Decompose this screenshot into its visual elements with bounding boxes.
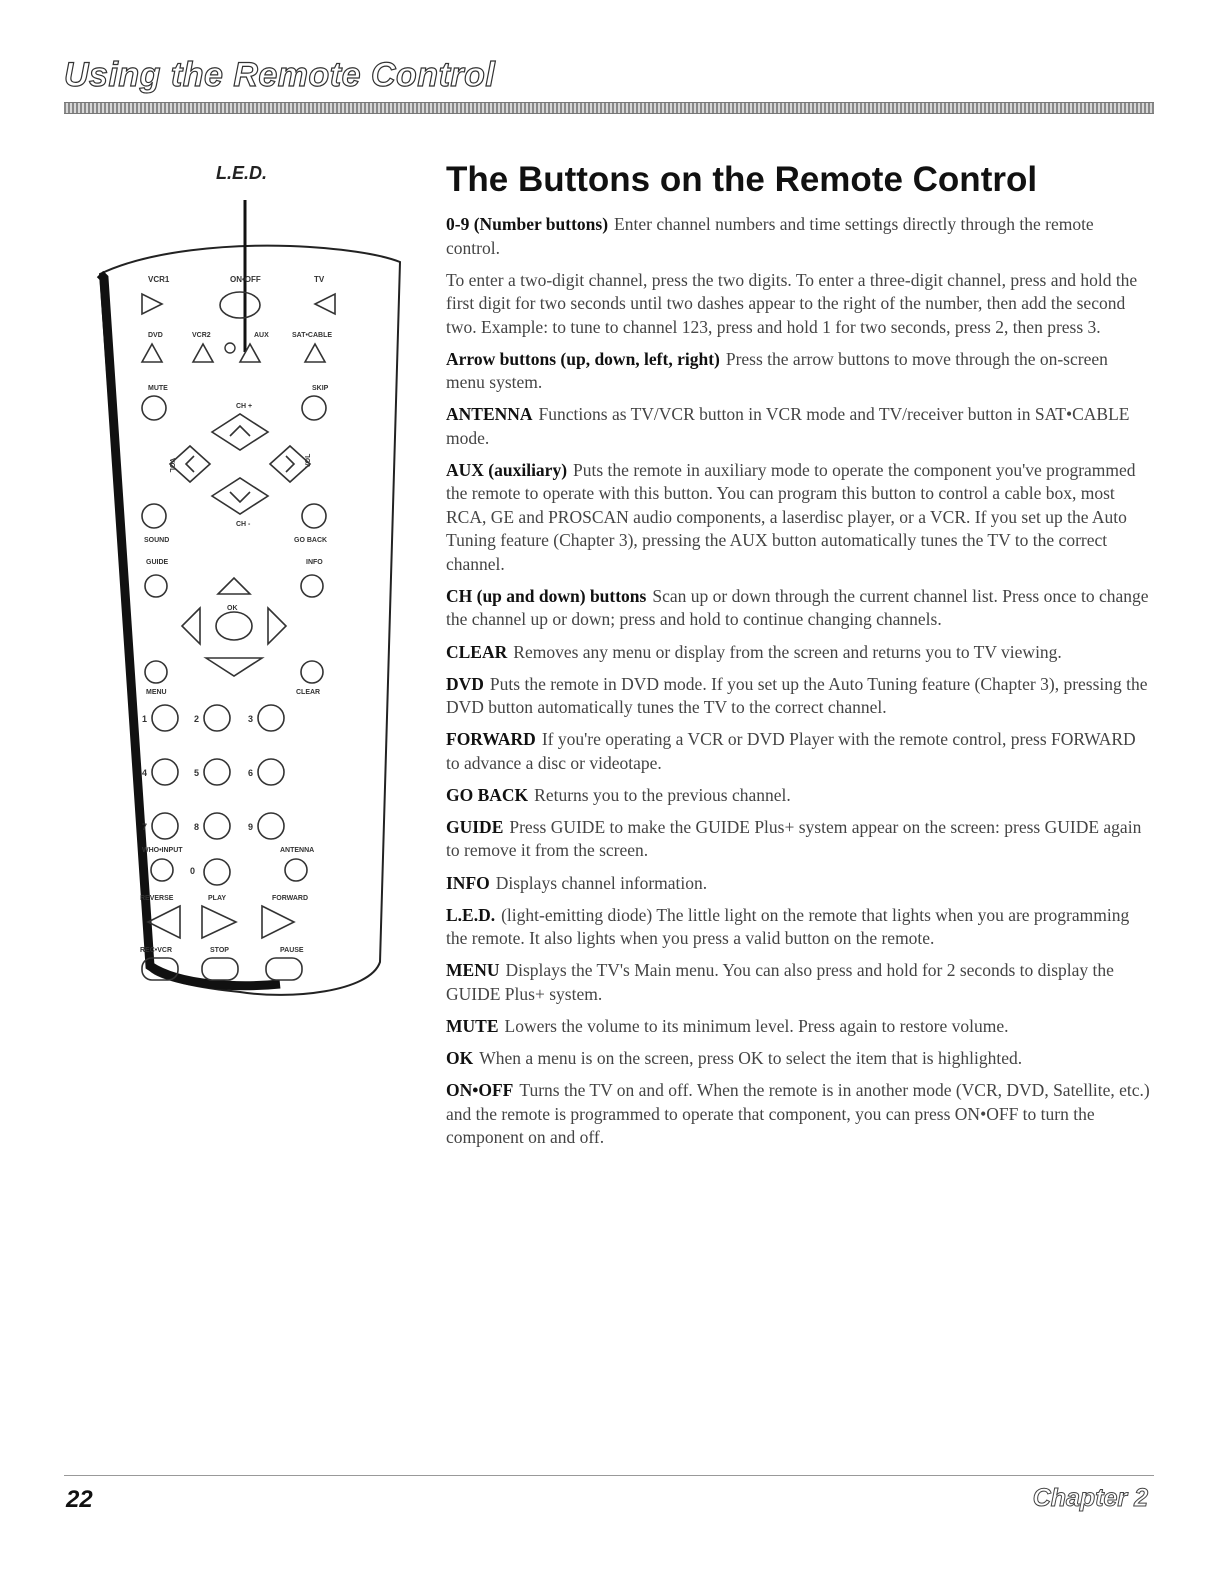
entry-text: Turns the TV on and off. When the remote is in another mode (VCR, DVD, Satellite, etc.) and the remote is programmed to operate that component, you can press ON•OFF to turn the component on and off. (446, 1080, 1150, 1147)
label-8: 8 (194, 822, 200, 832)
label-aux: AUX (254, 332, 269, 339)
label-ch-minus: CH - (236, 521, 251, 528)
label-on-off: ON•OFF (230, 275, 261, 284)
entry-text: Scan up or down through the current channel list. Press once to change the channel up or down; press and hold to continue changing channels. (446, 585, 1149, 630)
label-who-input: WHO•INPUT (142, 847, 183, 854)
label-rec-vcr: REC•VCR (140, 947, 173, 954)
section-title: The Buttons on the Remote Control (446, 160, 1038, 199)
label-vcr1: VCR1 (148, 275, 170, 284)
entry-term: GO BACK (446, 784, 529, 805)
entry-paragraph (446, 1047, 1151, 1071)
entry-term: 0-9 (Number buttons) (446, 214, 609, 234)
label-mute: MUTE (148, 385, 168, 392)
button-descriptions (446, 213, 1151, 1158)
label-7: 7 (142, 822, 148, 832)
label-vol-left: VOL (168, 458, 175, 473)
entry-paragraph (446, 1015, 1151, 1039)
label-9: 9 (248, 822, 254, 832)
entry-text: Displays the TV's Main menu. You can also press and hold for 2 seconds to display the GUIDE Plus+ system. (446, 960, 1114, 1004)
entry-paragraph (446, 459, 1151, 577)
entry-term: OK (446, 1047, 474, 1068)
entry-paragraph (446, 872, 1151, 896)
label-0: 0 (190, 866, 196, 876)
entry-paragraph (446, 1079, 1151, 1150)
entry-text: (light-emitting diode) The little light on the remote that lights when you are programming the remote. It also lights when you press a valid button on the remote. (446, 904, 1130, 949)
entry-text: Enter channel numbers and time settings directly through the remote control. (446, 214, 1094, 258)
label-clear: CLEAR (296, 689, 321, 696)
header-title: Using the Remote Control (64, 56, 496, 94)
entry-term: ON•OFF (446, 1080, 514, 1100)
entry-term: CLEAR (446, 641, 508, 662)
label-5: 5 (194, 768, 200, 778)
entry-paragraph (446, 585, 1151, 632)
label-play: PLAY (208, 895, 227, 902)
label-guide: GUIDE (146, 559, 169, 566)
entry-text: Puts the remote in DVD mode. If you set up the Auto Tuning feature (Chapter 3), pressing the DVD button automatically tunes the TV to the correct channel. (446, 673, 1148, 718)
chapter-label: Chapter 2 (1032, 1484, 1148, 1512)
label-1: 1 (142, 714, 148, 724)
label-stop: STOP (210, 947, 229, 954)
entry-paragraph (446, 728, 1151, 775)
entry-term: L.E.D. (446, 904, 496, 925)
entry-term: GUIDE (446, 816, 504, 837)
entry-paragraph (446, 959, 1151, 1006)
entry-text: To enter a two-digit channel, press the two digits. To enter a three-digit channel, press and hold the first digit for two seconds until two dashes appear to the right of the number, then add the second two. Example: to tune to channel 123, press and hold 1 for two seconds, press 2, then press 3. (446, 269, 1138, 337)
remote-control-illustration (90, 162, 410, 1002)
entry-text: Lowers the volume to its minimum level. Press again to restore volume. (504, 1015, 1009, 1036)
label-6: 6 (248, 768, 254, 778)
footer-rule (64, 1475, 1154, 1476)
entry-paragraph (446, 269, 1151, 340)
entry-term: INFO (446, 872, 490, 893)
entry-paragraph (446, 213, 1151, 260)
label-2: 2 (194, 714, 200, 724)
entry-paragraph (446, 348, 1151, 395)
entry-text: Puts the remote in auxiliary mode to operate the component you've programmed the remote to operate with this button. You can program this button to control a cable box, most RCA, GE and PROSCAN audio components, a laserdisc player, or a VCR. If you set up the Auto Tuning feature (Chapter 3), pressing the AUX button automatically tunes the TV to the correct channel. (446, 459, 1136, 574)
label-3: 3 (248, 714, 254, 724)
label-go-back: GO BACK (294, 537, 328, 544)
label-vcr2: VCR2 (192, 332, 211, 339)
entry-paragraph (446, 816, 1151, 863)
page-number: 22 (66, 1486, 93, 1513)
entry-text: Press the arrow buttons to move through the on-screen menu system. (446, 348, 1108, 393)
label-dvd: DVD (148, 332, 163, 339)
entry-term: MENU (446, 960, 500, 981)
entry-text: Press GUIDE to make the GUIDE Plus+ system appear on the screen: press GUIDE again to remove it from the screen. (446, 816, 1142, 861)
label-vol-right: VOL (305, 453, 312, 468)
label-sound: SOUND (144, 537, 170, 544)
label-antenna: ANTENNA (280, 847, 315, 854)
entry-text: When a menu is on the screen, press OK to select the item that is highlighted. (479, 1047, 1023, 1068)
entry-text: Removes any menu or display from the screen and returns you to TV viewing. (513, 641, 1062, 662)
label-ok: OK (227, 605, 238, 612)
entry-text: Returns you to the previous channel. (534, 784, 791, 805)
entry-paragraph (446, 784, 1151, 808)
entry-text: If you're operating a VCR or DVD Player with the remote control, press FORWARD to advance a disc or videotape. (446, 729, 1136, 773)
label-reverse: REVERSE (140, 895, 174, 902)
entry-term: FORWARD (446, 729, 536, 750)
label-4: 4 (142, 768, 148, 778)
led-label: L.E.D. (216, 163, 268, 183)
entry-text: Functions as TV/VCR button in VCR mode and TV/receiver button in SAT•CABLE mode. (446, 404, 1130, 448)
entry-text: Displays channel information. (495, 872, 708, 893)
label-tv: TV (314, 275, 325, 284)
label-pause: PAUSE (280, 947, 304, 954)
label-info: INFO (306, 559, 323, 566)
entry-term: ANTENNA (446, 404, 533, 425)
entry-term: CH (up and down) buttons (446, 585, 647, 606)
header-rule (64, 102, 1154, 114)
entry-term: MUTE (446, 1015, 499, 1036)
label-ch-plus: CH + (236, 403, 253, 410)
label-skip: SKIP (312, 385, 329, 392)
entry-paragraph (446, 641, 1151, 665)
entry-paragraph (446, 673, 1151, 720)
entry-term: Arrow buttons (up, down, left, right) (446, 348, 720, 369)
entry-term: AUX (auxiliary) (446, 459, 568, 480)
label-forward: FORWARD (272, 895, 309, 902)
entry-paragraph (446, 904, 1151, 951)
entry-paragraph (446, 403, 1151, 450)
label-menu: MENU (146, 689, 167, 696)
entry-term: DVD (446, 673, 484, 694)
label-sat-cable: SAT•CABLE (292, 332, 333, 339)
